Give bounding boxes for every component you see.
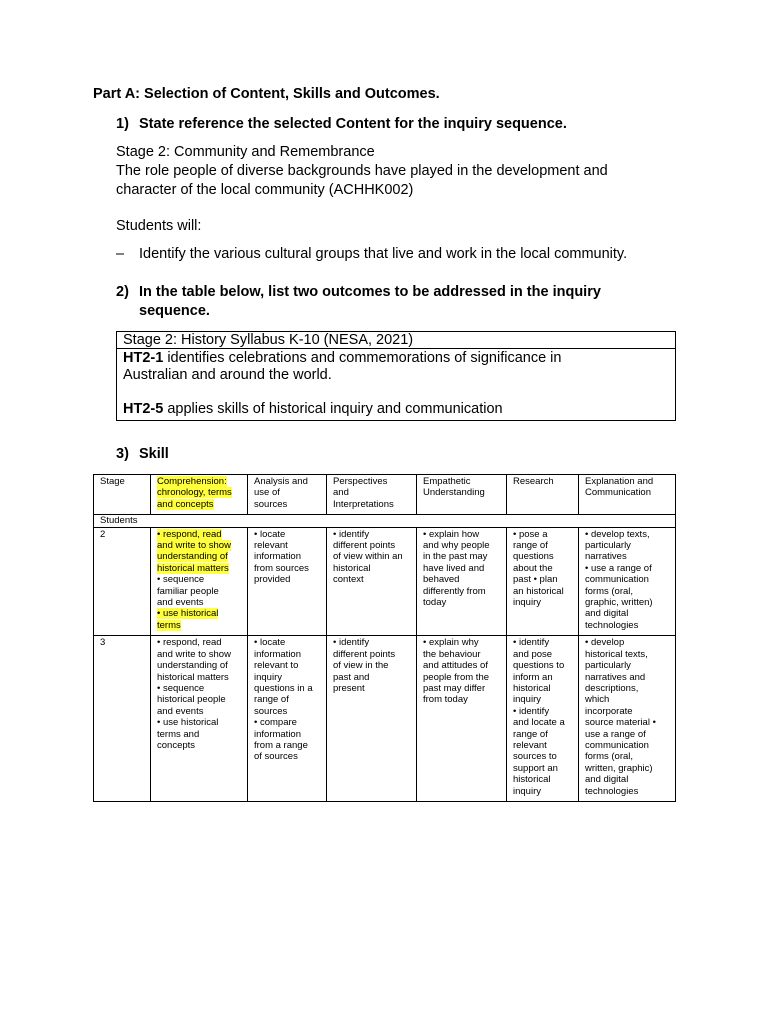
cell-line: inform an [513,671,553,683]
cell-line: • develop [585,637,625,649]
stage-cell [94,636,151,802]
cell-line: relevant to [254,660,299,672]
cell-line: • use a range of [585,562,652,574]
cell-line: historical matters [157,562,229,574]
cell-line: about the [513,562,553,574]
cell-line: Interpretations [333,498,394,510]
table-row [94,636,676,802]
cell-line: and attitudes of [423,660,488,672]
cell-line: • use historical [157,608,219,620]
analysis-cell [248,636,327,802]
cell-line: and events [157,597,204,609]
content-role-line: The role people of diverse backgrounds have played in the development and [116,163,608,179]
question-2-text-line2: sequence. [139,303,210,319]
cell-line: different points [333,540,396,552]
header-analysis [248,475,327,515]
content-character-line: character of the local community (ACHHK002) [116,182,414,198]
cell-line: • explain why [423,637,479,649]
cell-line: people from the [423,671,490,683]
cell-line: • sequence [157,682,205,694]
cell-line: information [254,728,301,740]
table-row [94,527,676,636]
cell-line: in the past may [423,551,488,563]
cell-line: • pose a [513,528,548,540]
explanation-cell [579,527,676,636]
content-list-item [116,246,627,262]
cell-line: narratives [585,551,627,563]
cell-line: • respond, read [157,528,222,540]
cell-line: information [254,648,301,660]
students-label: Students [94,515,676,527]
cell-line: inquiry [513,785,541,797]
header-explanation [579,475,676,515]
cell-line: relevant [513,739,547,751]
content-list-item-text: Identify the various cultural groups that live and work in the local community. [139,246,628,262]
cell-line: Research [513,476,554,487]
cell-line: Communication [585,487,651,499]
outcome-2-code: HT2-5 [123,401,164,417]
cell-line: • sequence [157,574,205,586]
cell-line: past and [333,671,370,683]
cell-line: use of [254,487,280,499]
cell-line: • identify [513,705,550,717]
outcomes-table [116,331,676,421]
cell-line: • use historical [157,717,219,729]
cell-line: concepts [157,739,196,751]
cell-line: context [333,574,364,586]
content-description [116,143,608,200]
cell-line: graphic, written) [585,597,653,609]
skills-table [93,474,676,802]
cell-line: questions in a [254,682,313,694]
cell-line: Perspectives [333,476,388,487]
cell-line: inquiry [254,671,282,683]
cell-line: historical [513,682,551,694]
question-3 [116,446,169,462]
cell-line: incorporate [585,705,633,717]
content-stage-line: Stage 2: Community and Remembrance [116,144,375,160]
cell-line: source material • [585,717,656,729]
cell-line: differently from [423,585,486,597]
cell-line: past • plan [513,574,558,586]
cell-line: from today [423,694,468,706]
header-empathetic [417,475,507,515]
cell-line: • locate [254,637,286,649]
part-a-heading: Part A: Selection of Content, Skills and Outcomes. [93,86,440,102]
question-2-text-line1: In the table below, list two outcomes to be addressed in the inquiry [139,284,601,300]
cell-line: • identify [333,637,370,649]
cell-line: particularly [585,540,631,552]
cell-line: from a range [254,739,308,751]
question-1-text: State reference the selected Content for the inquiry sequence. [139,116,567,132]
cell-line: 3 [100,637,106,649]
cell-line: range of [513,728,548,740]
students-will-label: Students will: [116,218,202,234]
cell-line: sources [254,705,288,717]
cell-line: narratives and [585,671,646,683]
cell-line: communication [585,739,649,751]
research-cell [507,636,579,802]
cell-line: historical [513,774,551,786]
question-1 [116,116,567,132]
cell-line: questions [513,551,554,563]
cell-line: today [423,597,447,609]
explanation-cell [579,636,676,802]
cell-line: and why people [423,540,490,552]
question-1-number: 1) [116,116,129,132]
cell-line: Comprehension: [157,476,227,487]
cell-line: forms (oral, [585,585,634,597]
cell-line: particularly [585,660,631,672]
cell-line: which [585,694,610,706]
cell-line: • locate [254,528,286,540]
outcomes-header: Stage 2: History Syllabus K-10 (NESA, 2021) [117,332,675,349]
cell-line: and locate a [513,717,565,729]
comprehension-cell [151,636,248,802]
outcome-1-code: HT2-1 [123,350,164,366]
cell-line: understanding of [157,660,228,672]
cell-line: Explanation and [585,476,654,487]
cell-line: terms and [157,728,200,740]
cell-line: use a range of [585,728,646,740]
perspectives-cell [327,527,417,636]
cell-line: of view within an [333,551,403,563]
cell-line: 2 [100,528,106,540]
cell-line: communication [585,574,649,586]
cell-line: behaved [423,574,460,586]
question-3-number: 3) [116,446,129,462]
cell-line: forms (oral, [585,751,634,763]
cell-line: historical people [157,694,226,706]
outcome-2-text: applies skills of historical inquiry and communication [163,401,503,417]
cell-line: past may differ [423,682,486,694]
cell-line: technologies [585,619,639,631]
cell-line: inquiry [513,694,541,706]
cell-line: and concepts [157,498,214,510]
header-stage [94,475,151,515]
cell-line: Stage [100,476,125,487]
cell-line: Analysis and [254,476,308,487]
cell-line: • explain how [423,528,480,540]
cell-line: terms [157,619,181,631]
question-2-number: 2) [116,284,129,300]
research-cell [507,527,579,636]
cell-line: historical matters [157,671,229,683]
dash-bullet: – [116,246,125,262]
cell-line: • respond, read [157,637,222,649]
cell-line: and events [157,705,204,717]
header-comprehension [151,475,248,515]
comprehension-cell [151,527,248,636]
students-label-row [94,515,676,527]
cell-line: questions to [513,660,565,672]
analysis-cell [248,527,327,636]
cell-line: sources [254,498,288,510]
outcome-1-text-b: Australian and around the world. [123,367,332,383]
cell-line: technologies [585,785,639,797]
cell-line: have lived and [423,562,485,574]
cell-line: and write to show [157,540,231,552]
stage-cell [94,527,151,636]
cell-line: familiar people [157,585,219,597]
cell-line: • compare [254,717,297,729]
header-research [507,475,579,515]
cell-line: Understanding [423,487,485,499]
outcome-1-text-a: identifies celebrations and commemorations of significance in [163,350,562,366]
cell-line: provided [254,574,291,586]
cell-line: sources to [513,751,557,763]
cell-line: information [254,551,301,563]
perspectives-cell [327,636,417,802]
cell-line: inquiry [513,597,541,609]
cell-line: relevant [254,540,288,552]
skills-table-body [94,475,676,802]
question-3-text: Skill [139,446,169,462]
cell-line: and write to show [157,648,231,660]
cell-line: written, graphic) [585,762,653,774]
skills-header-row [94,475,676,515]
cell-line: Empathetic [423,476,471,487]
outcomes-body [117,349,675,420]
empathetic-cell [417,636,507,802]
cell-line: different points [333,648,396,660]
cell-line: historical [333,562,371,574]
cell-line: of view in the [333,660,389,672]
cell-line: present [333,682,365,694]
cell-line: chronology, terms [157,487,232,499]
cell-line: from sources [254,562,309,574]
cell-line: of sources [254,751,298,763]
question-2 [116,283,601,321]
cell-line: and pose [513,648,553,660]
header-perspectives [327,475,417,515]
cell-line: and digital [585,608,629,620]
cell-line: • identify [513,637,550,649]
cell-line: understanding of [157,551,228,563]
cell-line: an historical [513,585,564,597]
cell-line: support an [513,762,558,774]
cell-line: range of [513,540,548,552]
cell-line: • develop texts, [585,528,650,540]
cell-line: and [333,487,349,499]
cell-line: range of [254,694,289,706]
cell-line: the behaviour [423,648,481,660]
cell-line: and digital [585,774,629,786]
empathetic-cell [417,527,507,636]
cell-line: • identify [333,528,370,540]
cell-line: historical texts, [585,648,648,660]
cell-line: descriptions, [585,682,639,694]
